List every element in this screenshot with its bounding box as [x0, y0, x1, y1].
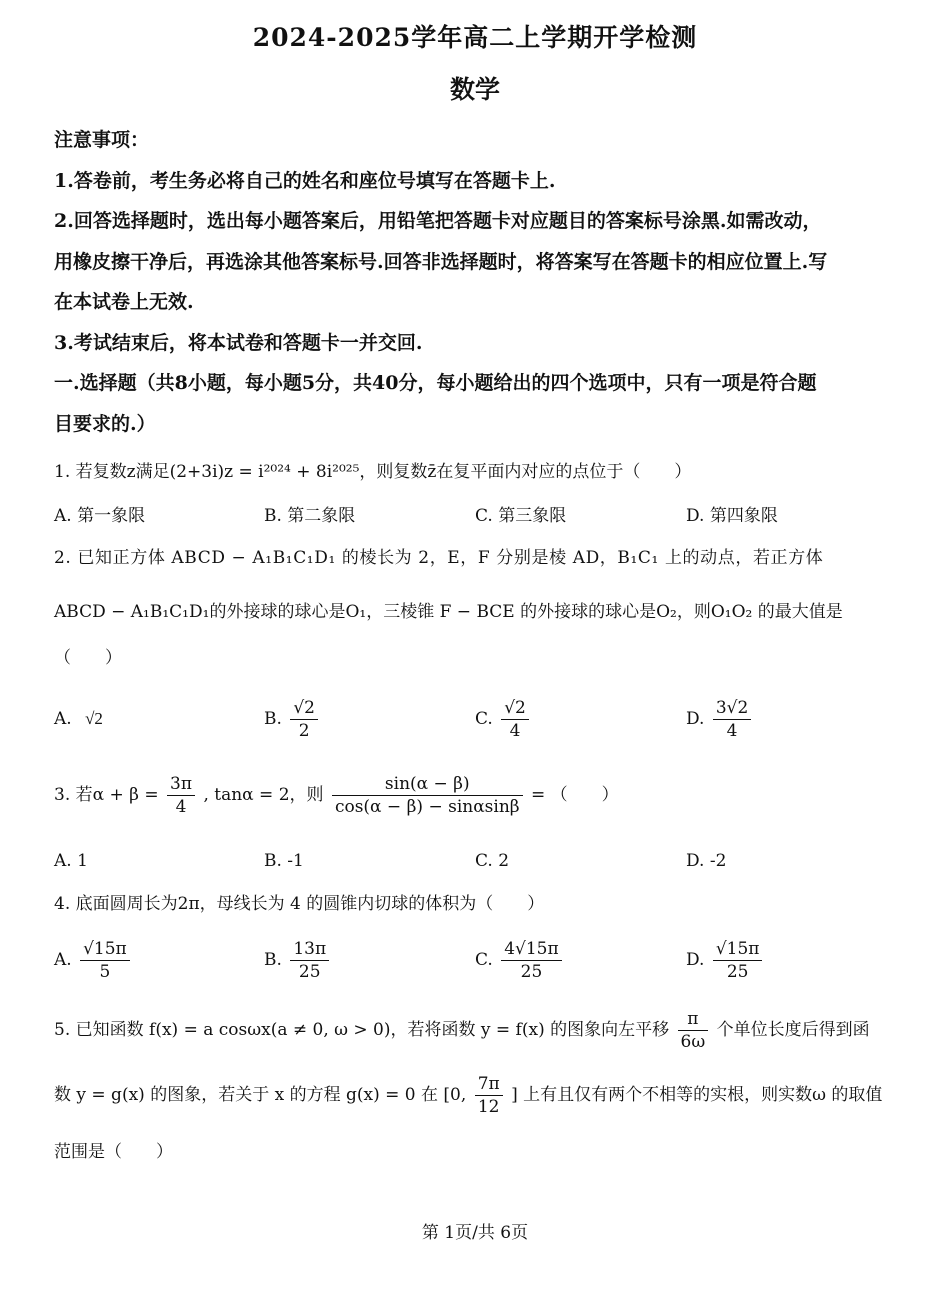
section-heading-line-1: 一.选择题（共8小题，每小题5分，共40分，每小题给出的四个选项中，只有一项是符合题	[54, 372, 817, 394]
question-1-option-d: D. 第四象限	[686, 506, 778, 526]
question-4-stem: 4. 底面圆周长为2π，母线长为 4 的圆锥内切球的体积为（ ）	[54, 894, 545, 914]
question-5-shift-fraction	[678, 1008, 709, 1053]
question-5-shift-denominator: 6ω	[680, 1032, 706, 1052]
question-5-interval-left: [0,	[443, 1085, 467, 1105]
question-5-line-2	[54, 1073, 900, 1118]
question-2	[54, 546, 900, 670]
question-3	[54, 773, 900, 818]
question-3-option-b: B. -1	[264, 851, 304, 871]
question-4-option-c-fraction	[501, 938, 561, 983]
instructions-heading: 注意事项：	[54, 129, 150, 151]
question-2-option-d	[686, 697, 754, 742]
question-5-line-2-suffix: 上有且仅有两个不相等的实根，则实数ω 的取值	[523, 1085, 883, 1105]
page-number: 第 1页/共 6页	[421, 1223, 529, 1243]
question-2-option-a-value: √2	[85, 709, 103, 728]
question-4-option-b-fraction	[290, 938, 329, 983]
instruction-item-2-line-3: 在本试卷上无效.	[54, 291, 194, 313]
question-2-option-b-label: B.	[264, 709, 282, 729]
question-4-option-a-fraction	[80, 938, 130, 983]
question-2-option-a-label: A.	[54, 709, 72, 729]
question-2-option-c-numerator: √2	[501, 697, 529, 720]
exam-title: 2024-2025学年高二上学期开学检测	[252, 23, 698, 52]
question-4-option-b-numerator: 13π	[290, 938, 329, 961]
question-1	[54, 460, 900, 484]
question-2-line-1: 2. 已知正方体 ABCD − A₁B₁C₁D₁ 的棱长为 2，E，F 分别是棱 AD，B₁C₁ 上的动点，若正方体	[54, 548, 824, 568]
instruction-item-2-line-2: 用橡皮擦干净后，再选涂其他答案标号.回答非选择题时，将答案写在答题卡的相应位置上.写	[54, 250, 828, 273]
question-4-option-c-label: C.	[475, 950, 493, 970]
question-4-option-d-label: D.	[686, 950, 705, 970]
question-4-option-b-denominator: 25	[298, 962, 321, 982]
question-2-option-b	[264, 697, 321, 742]
question-5	[54, 1008, 900, 1164]
question-5-line-1-suffix: 个单位长度后得到函	[716, 1020, 870, 1040]
question-1-option-b: B. 第二象限	[264, 506, 356, 526]
question-2-line-3: （ ）	[54, 648, 122, 668]
question-3-suffix: = （ ）	[531, 785, 619, 805]
question-2-option-c-fraction	[501, 697, 529, 742]
question-2-option-b-numerator: √2	[290, 697, 318, 720]
question-1-stem: 1. 若复数z满足(2+3i)z = i²⁰²⁴ + 8i²⁰²⁵，则复数z̄在复平面内对应的点位于（ ）	[54, 462, 692, 482]
question-4-option-d	[686, 938, 765, 983]
question-4-option-c	[475, 938, 565, 983]
question-5-shift-numerator: π	[678, 1008, 709, 1031]
question-2-line-2: ABCD − A₁B₁C₁D₁的外接球的球心是O₁，三棱锥 F − BCE 的外接球的球心是O₂，则O₁O₂ 的最大值是	[54, 602, 843, 622]
question-5-line-2-prefix: 数 y = g(x) 的图象，若关于 x 的方程 g(x) = 0 在	[54, 1085, 439, 1105]
question-4-option-a-denominator: 5	[99, 962, 111, 982]
question-3-expression-fraction	[332, 773, 523, 818]
question-4-option-c-numerator: 4√15π	[501, 938, 561, 961]
question-3-sum-denominator: 4	[175, 797, 187, 817]
question-2-option-d-fraction	[713, 697, 751, 742]
question-4-option-b	[264, 938, 332, 983]
question-5-interval-right: ]	[511, 1085, 518, 1105]
question-3-option-a: A. 1	[54, 851, 88, 871]
question-2-option-b-fraction	[290, 697, 318, 742]
instruction-item-1: 1.答卷前，考生务必将自己的姓名和座位号填写在答题卡上.	[54, 169, 556, 192]
subject-title: 数学	[449, 75, 500, 104]
question-3-expression-denominator: cos(α − β) − sinαsinβ	[334, 797, 520, 817]
question-2-option-d-label: D.	[686, 709, 705, 729]
question-4-option-c-denominator: 25	[520, 962, 543, 982]
question-2-option-b-denominator: 2	[298, 721, 310, 741]
instruction-item-2-line-1: 2.回答选择题时，选出每小题答案后，用铅笔把答题卡对应题目的答案标号涂黑.如需改动，	[54, 210, 822, 232]
question-2-option-c-denominator: 4	[509, 721, 521, 741]
question-3-sum-numerator: 3π	[167, 773, 195, 796]
question-2-option-a	[54, 709, 103, 729]
question-5-line-3: 范围是（ ）	[54, 1142, 173, 1162]
question-3-sum-fraction	[167, 773, 195, 818]
question-4-option-a-numerator: √15π	[80, 938, 130, 961]
question-4-option-a	[54, 938, 133, 983]
question-4-option-a-label: A.	[54, 950, 72, 970]
question-4-option-d-fraction	[713, 938, 763, 983]
question-3-option-c: C. 2	[475, 851, 510, 871]
question-3-option-d: D. -2	[686, 851, 727, 871]
question-4-option-d-denominator: 25	[726, 962, 749, 982]
question-2-option-d-denominator: 4	[726, 721, 738, 741]
question-5-interval-numerator: 7π	[475, 1073, 503, 1096]
instructions	[54, 120, 900, 444]
question-4-option-b-label: B.	[264, 950, 282, 970]
question-1-option-a: A. 第一象限	[54, 506, 146, 526]
question-3-mid: , tanα = 2，则	[203, 785, 324, 805]
question-1-option-c: C. 第三象限	[475, 506, 567, 526]
question-5-interval-denominator: 12	[477, 1097, 500, 1117]
question-2-option-d-numerator: 3√2	[713, 697, 751, 720]
question-5-interval-fraction	[475, 1073, 503, 1118]
question-3-prefix: 3. 若α + β =	[54, 785, 165, 805]
section-heading-line-2: 目要求的.）	[54, 412, 156, 435]
instruction-item-3: 3.考试结束后，将本试卷和答题卡一并交回.	[54, 331, 423, 354]
question-4	[54, 892, 900, 916]
question-2-option-c	[475, 697, 532, 742]
question-2-option-c-label: C.	[475, 709, 493, 729]
question-3-expression-numerator: sin(α − β)	[332, 773, 523, 796]
question-5-line-1-prefix: 5. 已知函数 f(x) = a cosωx(a ≠ 0, ω > 0)，若将函数 y = f(x) 的图象向左平移	[54, 1020, 670, 1040]
question-4-option-d-numerator: √15π	[713, 938, 763, 961]
question-5-line-1	[54, 1008, 900, 1053]
question-3-stem	[54, 773, 900, 818]
